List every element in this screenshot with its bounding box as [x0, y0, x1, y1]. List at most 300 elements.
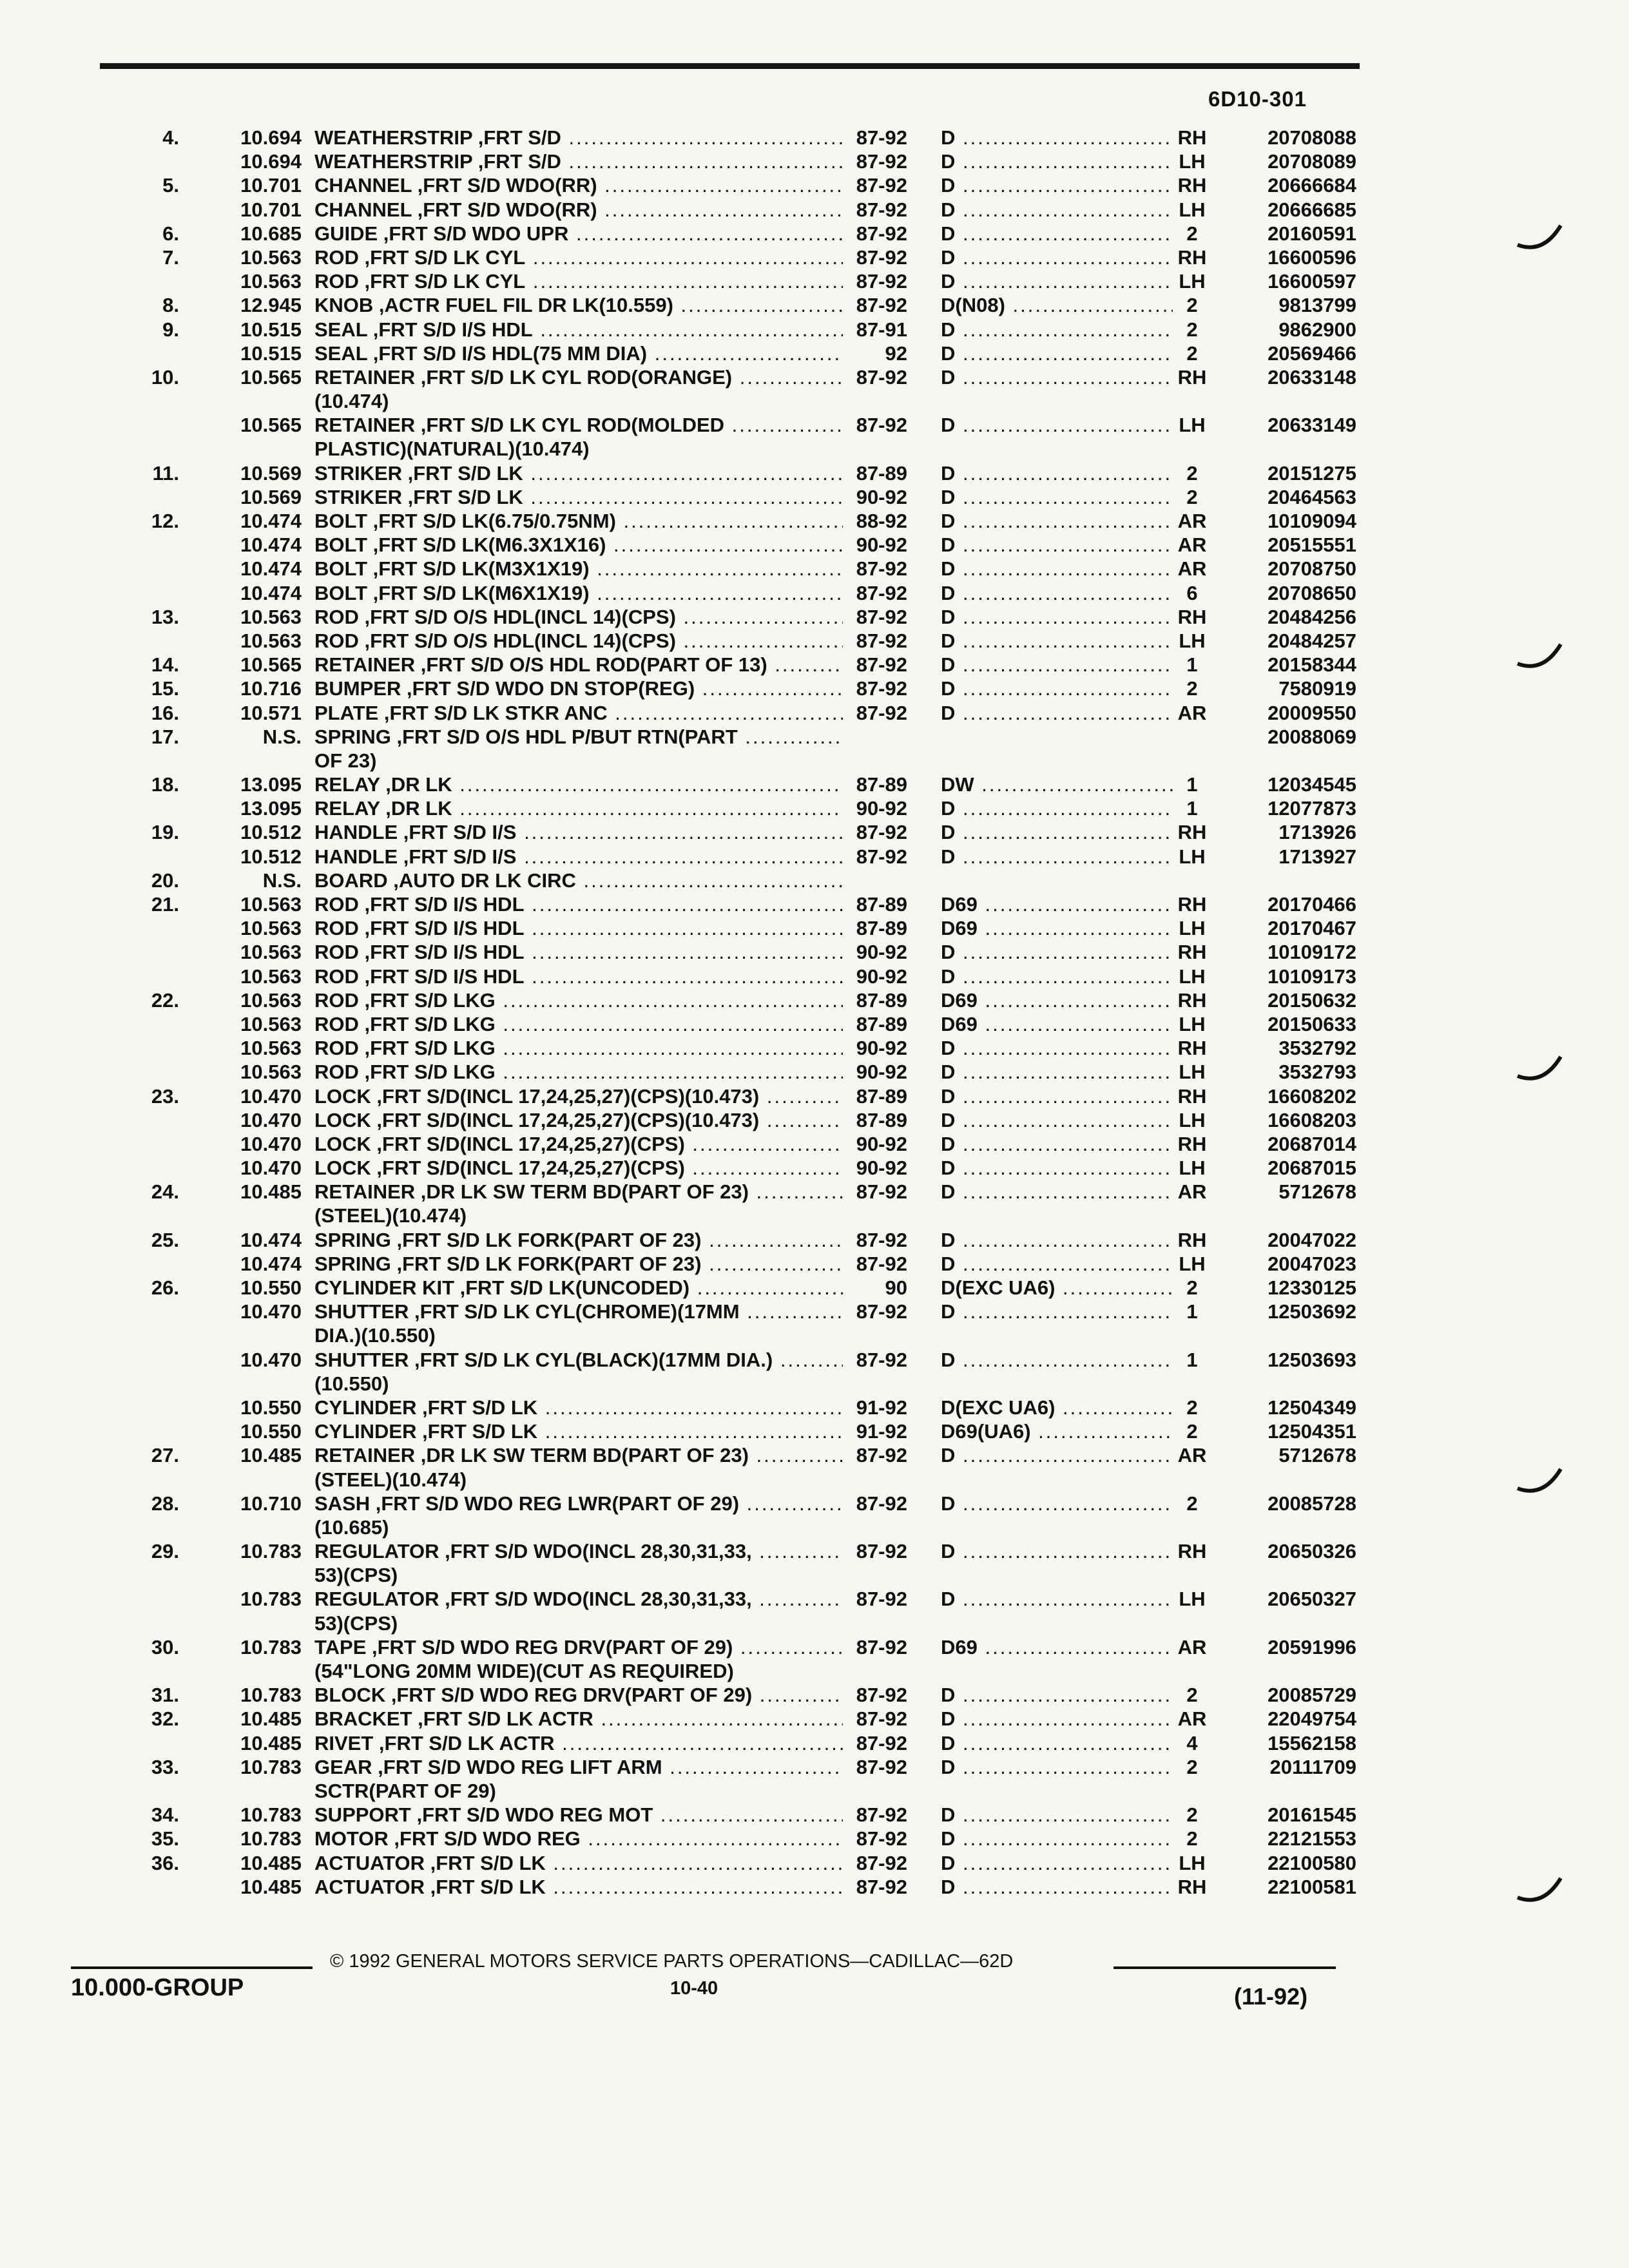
- part-number: 20650327: [1268, 1588, 1356, 1611]
- description: SCTR(PART OF 29): [314, 1779, 496, 1802]
- years: 90-92: [856, 533, 907, 557]
- description: HANDLE ,FRT S/D I/S .....: [314, 845, 843, 869]
- body-code: D69 .....: [941, 1012, 1173, 1036]
- years: 87-92: [856, 1300, 907, 1323]
- part-number: 20569466: [1268, 341, 1356, 365]
- table-row: [0, 1875, 1629, 1899]
- quantity: AR: [1177, 533, 1207, 557]
- table-row: [0, 1851, 1629, 1875]
- ref-number: 29.: [151, 1540, 179, 1563]
- ref-number: 21.: [151, 893, 179, 916]
- part-number: 16608202: [1268, 1084, 1356, 1108]
- quantity: RH: [1177, 988, 1207, 1012]
- quantity: RH: [1177, 1084, 1207, 1108]
- description: ROD ,FRT S/D LKG .....: [314, 988, 843, 1012]
- description: HANDLE ,FRT S/D I/S .....: [314, 820, 843, 844]
- part-number: 20666684: [1268, 174, 1356, 197]
- ref-number: 23.: [151, 1084, 179, 1108]
- part-number: 20484256: [1268, 605, 1356, 628]
- years: 90-92: [856, 1132, 907, 1155]
- years: 87-92: [856, 198, 907, 221]
- part-number: 16600596: [1268, 245, 1356, 269]
- part-number: 20009550: [1268, 701, 1356, 724]
- body-code: D69(UA6) .....: [941, 1419, 1173, 1443]
- description: LOCK ,FRT S/D(INCL 17,24,25,27)(CPS) .....: [314, 1132, 843, 1156]
- part-number: 16600597: [1268, 270, 1356, 293]
- quantity: 1: [1186, 797, 1198, 820]
- description: PLATE ,FRT S/D LK STKR ANC .....: [314, 701, 843, 725]
- description: CHANNEL ,FRT S/D WDO(RR) .....: [314, 198, 843, 222]
- group-number: 10.565: [240, 365, 302, 389]
- quantity: LH: [1179, 270, 1206, 293]
- body-code: D .....: [941, 1036, 1173, 1060]
- quantity: RH: [1177, 1037, 1207, 1060]
- table-row: [0, 509, 1629, 533]
- years: 87-92: [856, 1827, 907, 1850]
- description: ROD ,FRT S/D LKG .....: [314, 1036, 843, 1060]
- table-row: [0, 318, 1629, 341]
- table-row: [0, 1563, 1629, 1587]
- years: 90-92: [856, 1037, 907, 1060]
- years: 87-89: [856, 773, 907, 796]
- years: 87-89: [856, 461, 907, 485]
- description: BOARD ,AUTO DR LK CIRC .....: [314, 869, 843, 892]
- years: 90: [885, 1276, 907, 1299]
- part-number: 20161545: [1268, 1803, 1356, 1827]
- part-number: 20170467: [1268, 917, 1356, 940]
- years: 87-92: [856, 1252, 907, 1275]
- group-number: 10.485: [240, 1180, 302, 1204]
- part-number: 12504349: [1268, 1396, 1356, 1419]
- description: OF 23): [314, 749, 377, 772]
- table-row: [0, 1515, 1629, 1539]
- table-row: [0, 725, 1629, 749]
- group-number: 10.783: [240, 1540, 302, 1563]
- quantity: 1: [1186, 773, 1198, 796]
- ref-number: 14.: [151, 653, 179, 677]
- quantity: 2: [1186, 1492, 1198, 1515]
- description: ACTUATOR ,FRT S/D LK .....: [314, 1875, 843, 1899]
- part-number: 10109094: [1268, 510, 1356, 532]
- body-code: D .....: [941, 677, 1173, 700]
- body-code: D .....: [941, 796, 1173, 820]
- group-number: 10.563: [240, 965, 302, 988]
- table-row: [0, 437, 1629, 461]
- table-row: [0, 198, 1629, 222]
- footer-rule-right: [1113, 1966, 1336, 1969]
- ref-number: 32.: [151, 1707, 179, 1731]
- table-row: [0, 1827, 1629, 1850]
- part-number: 20708650: [1268, 581, 1356, 604]
- part-number: 22049754: [1268, 1707, 1356, 1731]
- table-row: [0, 1276, 1629, 1300]
- table-row: [0, 1300, 1629, 1323]
- group-number: 10.694: [240, 150, 302, 173]
- table-row: [0, 1731, 1629, 1755]
- part-number: 12077873: [1268, 797, 1356, 820]
- table-row: [0, 365, 1629, 389]
- part-number: 7580919: [1278, 677, 1356, 700]
- description: ROD ,FRT S/D I/S HDL .....: [314, 965, 843, 988]
- description: ROD ,FRT S/D LKG .....: [314, 1012, 843, 1036]
- group-number: 10.474: [240, 533, 302, 557]
- quantity: AR: [1177, 1635, 1207, 1658]
- table-row: [0, 1707, 1629, 1731]
- description: CYLINDER ,FRT S/D LK .....: [314, 1396, 843, 1419]
- group-number: 10.694: [240, 126, 302, 149]
- years: 87-92: [856, 653, 907, 677]
- body-code: D .....: [941, 653, 1173, 677]
- quantity: RH: [1177, 1132, 1207, 1155]
- quantity: 2: [1186, 1803, 1198, 1827]
- table-row: [0, 533, 1629, 557]
- group-number: N.S.: [262, 725, 302, 748]
- years: 87-92: [856, 270, 907, 293]
- body-code: D .....: [941, 965, 1173, 988]
- ref-number: 12.: [151, 510, 179, 532]
- table-row: [0, 1468, 1629, 1492]
- ref-number: 36.: [151, 1851, 179, 1874]
- revision-date: (11-92): [1234, 1983, 1308, 2010]
- group-number: 10.485: [240, 1731, 302, 1754]
- part-number: 20687015: [1268, 1157, 1356, 1180]
- body-code: D .....: [941, 173, 1173, 197]
- quantity: LH: [1179, 845, 1206, 868]
- group-number: 10.470: [240, 1157, 302, 1180]
- table-row: [0, 749, 1629, 773]
- body-code: D69 .....: [941, 988, 1173, 1012]
- group-number: 10.716: [240, 677, 302, 700]
- group-number: 10.485: [240, 1444, 302, 1467]
- ref-number: 19.: [151, 821, 179, 844]
- years: 90-92: [856, 965, 907, 988]
- description: PLASTIC)(NATURAL)(10.474): [314, 437, 590, 461]
- group-number: 10.783: [240, 1827, 302, 1850]
- body-code: D .....: [941, 1492, 1173, 1515]
- body-code: D .....: [941, 341, 1173, 365]
- table-row: [0, 222, 1629, 245]
- description: ROD ,FRT S/D O/S HDL(INCL 14)(CPS) .....: [314, 629, 843, 653]
- description: RETAINER ,FRT S/D O/S HDL ROD(PART OF 13) .....: [314, 653, 843, 677]
- quantity: LH: [1179, 1012, 1206, 1035]
- quantity: RH: [1177, 1228, 1207, 1251]
- quantity: 2: [1186, 461, 1198, 485]
- group-number: 10.701: [240, 198, 302, 221]
- quantity: 2: [1186, 318, 1198, 341]
- years: 87-92: [856, 1444, 907, 1467]
- body-code: D .....: [941, 222, 1173, 245]
- group-number: 10.550: [240, 1420, 302, 1443]
- years: 87-92: [856, 1851, 907, 1874]
- table-row: [0, 1492, 1629, 1515]
- quantity: AR: [1177, 1707, 1207, 1731]
- ref-number: 10.: [151, 365, 179, 389]
- body-code: D .....: [941, 1587, 1173, 1611]
- body-code: D .....: [941, 701, 1173, 725]
- years: 87-92: [856, 629, 907, 652]
- group-number: 10.563: [240, 605, 302, 628]
- body-code: D .....: [941, 461, 1173, 485]
- quantity: 4: [1186, 1731, 1198, 1754]
- quantity: LH: [1179, 629, 1206, 652]
- description: RIVET ,FRT S/D LK ACTR .....: [314, 1731, 843, 1755]
- quantity: LH: [1179, 1157, 1206, 1180]
- description: KNOB ,ACTR FUEL FIL DR LK(10.559) .....: [314, 293, 843, 317]
- part-number: 5712678: [1278, 1444, 1356, 1467]
- part-number: 10109172: [1268, 941, 1356, 964]
- part-number: 22100581: [1268, 1875, 1356, 1898]
- quantity: AR: [1177, 701, 1207, 724]
- description: (STEEL)(10.474): [314, 1468, 467, 1491]
- part-number: 1713927: [1278, 845, 1356, 868]
- years: 87-92: [856, 294, 907, 317]
- description: BLOCK ,FRT S/D WDO REG DRV(PART OF 29) .....: [314, 1683, 843, 1707]
- ref-number: 15.: [151, 677, 179, 700]
- quantity: AR: [1177, 1180, 1207, 1204]
- ref-number: 7.: [162, 245, 179, 269]
- years: 87-92: [856, 414, 907, 437]
- description: LOCK ,FRT S/D(INCL 17,24,25,27)(CPS) .....: [314, 1156, 843, 1180]
- group-number: 10.783: [240, 1684, 302, 1707]
- years: 87-89: [856, 893, 907, 916]
- body-code: DW .....: [941, 773, 1173, 796]
- body-code: D .....: [941, 1060, 1173, 1084]
- group-number: 13.095: [240, 773, 302, 796]
- quantity: RH: [1177, 605, 1207, 628]
- table-row: [0, 173, 1629, 197]
- table-row: [0, 629, 1629, 653]
- table-row: [0, 1635, 1629, 1659]
- group-number: 10.569: [240, 485, 302, 508]
- table-row: [0, 1587, 1629, 1611]
- description: GUIDE ,FRT S/D WDO UPR .....: [314, 222, 843, 245]
- quantity: RH: [1177, 821, 1207, 844]
- years: 91-92: [856, 1420, 907, 1443]
- description: CHANNEL ,FRT S/D WDO(RR) .....: [314, 173, 843, 197]
- body-code: D(N08) .....: [941, 293, 1173, 317]
- body-code: D .....: [941, 1228, 1173, 1252]
- quantity: LH: [1179, 1588, 1206, 1611]
- ref-number: 18.: [151, 773, 179, 796]
- quantity: LH: [1179, 1851, 1206, 1874]
- table-row: [0, 1108, 1629, 1132]
- body-code: D .....: [941, 1875, 1173, 1899]
- body-code: D .....: [941, 1539, 1173, 1563]
- body-code: D .....: [941, 1348, 1173, 1372]
- body-code: D .....: [941, 1300, 1173, 1323]
- group-number: 10.485: [240, 1875, 302, 1898]
- ref-number: 27.: [151, 1444, 179, 1467]
- years: 90-92: [856, 1061, 907, 1084]
- ref-number: 4.: [162, 126, 179, 149]
- ref-number: 26.: [151, 1276, 179, 1299]
- table-row: [0, 988, 1629, 1012]
- group-number: 10.474: [240, 581, 302, 604]
- body-code: D .....: [941, 198, 1173, 222]
- ref-number: 31.: [151, 1684, 179, 1707]
- part-number: 20047023: [1268, 1252, 1356, 1275]
- ref-number: 13.: [151, 605, 179, 628]
- ref-number: 25.: [151, 1228, 179, 1251]
- group-number: 10.470: [240, 1108, 302, 1131]
- part-number: 1713926: [1278, 821, 1356, 844]
- quantity: RH: [1177, 126, 1207, 149]
- group-number: 10.563: [240, 245, 302, 269]
- group-number: 10.550: [240, 1396, 302, 1419]
- table-row: [0, 1372, 1629, 1396]
- table-row: [0, 1204, 1629, 1227]
- table-row: [0, 965, 1629, 988]
- group-number: 10.563: [240, 629, 302, 652]
- group-number: 10.563: [240, 893, 302, 916]
- part-number: 12503693: [1268, 1348, 1356, 1371]
- description: LOCK ,FRT S/D(INCL 17,24,25,27)(CPS)(10.473) .....: [314, 1084, 843, 1108]
- description: TAPE ,FRT S/D WDO REG DRV(PART OF 29) .....: [314, 1635, 843, 1659]
- quantity: RH: [1177, 174, 1207, 197]
- table-row: [0, 701, 1629, 725]
- page-number: 10-40: [670, 1978, 718, 1999]
- description: ROD ,FRT S/D I/S HDL .....: [314, 916, 843, 940]
- group-number: 10.474: [240, 510, 302, 532]
- table-row: [0, 1036, 1629, 1060]
- table-row: [0, 1539, 1629, 1563]
- description: MOTOR ,FRT S/D WDO REG .....: [314, 1827, 843, 1850]
- part-number: 20708088: [1268, 126, 1356, 149]
- years: 87-92: [856, 1492, 907, 1515]
- part-number: 9862900: [1278, 318, 1356, 341]
- description: DIA.)(10.550): [314, 1324, 436, 1347]
- years: 87-92: [856, 557, 907, 581]
- group-number: 10.783: [240, 1635, 302, 1658]
- table-row: [0, 341, 1629, 365]
- group-number: 10.710: [240, 1492, 302, 1515]
- ref-number: 20.: [151, 869, 179, 892]
- description: CYLINDER ,FRT S/D LK .....: [314, 1419, 843, 1443]
- description: (54"LONG 20MM WIDE)(CUT AS REQUIRED): [314, 1660, 734, 1682]
- table-row: [0, 869, 1629, 892]
- table-row: [0, 413, 1629, 437]
- group-number: 10.550: [240, 1276, 302, 1299]
- part-number: 20464563: [1268, 485, 1356, 508]
- part-number: 20591996: [1268, 1635, 1356, 1658]
- part-number: 20151275: [1268, 461, 1356, 485]
- quantity: AR: [1177, 557, 1207, 581]
- description: LOCK ,FRT S/D(INCL 17,24,25,27)(CPS)(10.473) .....: [314, 1108, 843, 1132]
- group-number: 10.470: [240, 1132, 302, 1155]
- group-number: 10.783: [240, 1803, 302, 1827]
- table-row: [0, 1180, 1629, 1204]
- ref-number: 22.: [151, 988, 179, 1012]
- part-number: 20633148: [1268, 365, 1356, 389]
- description: SASH ,FRT S/D WDO REG LWR(PART OF 29) .....: [314, 1492, 843, 1515]
- group-number: 13.095: [240, 797, 302, 820]
- group-number: 10.470: [240, 1348, 302, 1371]
- description: SPRING ,FRT S/D LK FORK(PART OF 23) .....: [314, 1228, 843, 1252]
- ref-number: 34.: [151, 1803, 179, 1827]
- part-number: 9813799: [1278, 294, 1356, 317]
- ref-number: 30.: [151, 1635, 179, 1658]
- table-row: [0, 1396, 1629, 1419]
- quantity: 2: [1186, 1827, 1198, 1850]
- ref-number: 17.: [151, 725, 179, 748]
- group-number: 10.563: [240, 917, 302, 940]
- top-rule: [100, 63, 1360, 69]
- description: ROD ,FRT S/D O/S HDL(INCL 14)(CPS) .....: [314, 605, 843, 629]
- ref-number: 24.: [151, 1180, 179, 1204]
- group-number: 10.474: [240, 557, 302, 581]
- body-code: D .....: [941, 318, 1173, 341]
- years: 90-92: [856, 485, 907, 508]
- table-row: [0, 677, 1629, 700]
- description: ROD ,FRT S/D LK CYL .....: [314, 269, 843, 293]
- part-number: 20150633: [1268, 1012, 1356, 1035]
- years: 88-92: [856, 510, 907, 532]
- table-row: [0, 557, 1629, 581]
- table-row: [0, 1084, 1629, 1108]
- part-number: 20150632: [1268, 988, 1356, 1012]
- years: 87-92: [856, 821, 907, 844]
- quantity: LH: [1179, 965, 1206, 988]
- table-row: [0, 773, 1629, 796]
- quantity: 1: [1186, 1348, 1198, 1371]
- ref-number: 5.: [162, 174, 179, 197]
- body-code: D .....: [941, 581, 1173, 605]
- part-number: 22100580: [1268, 1851, 1356, 1874]
- body-code: D .....: [941, 413, 1173, 437]
- description: ROD ,FRT S/D LK CYL .....: [314, 245, 843, 269]
- body-code: D .....: [941, 1108, 1173, 1132]
- years: 87-92: [856, 701, 907, 724]
- description: RETAINER ,DR LK SW TERM BD(PART OF 23) .....: [314, 1443, 843, 1467]
- body-code: D .....: [941, 557, 1173, 581]
- page-code: 6D10-301: [1208, 87, 1307, 111]
- ref-number: 8.: [162, 294, 179, 317]
- quantity: LH: [1179, 1061, 1206, 1084]
- body-code: D .....: [941, 940, 1173, 964]
- quantity: 2: [1186, 1420, 1198, 1443]
- quantity: 2: [1186, 222, 1198, 245]
- part-number: 20633149: [1268, 414, 1356, 437]
- table-row: [0, 1779, 1629, 1803]
- part-number: 12503692: [1268, 1300, 1356, 1323]
- table-row: [0, 605, 1629, 629]
- group-number: 10.563: [240, 1037, 302, 1060]
- body-code: D .....: [941, 509, 1173, 533]
- description: REGULATOR ,FRT S/D WDO(INCL 28,30,31,33, .....: [314, 1587, 843, 1611]
- years: 91-92: [856, 1396, 907, 1419]
- table-row: [0, 1611, 1629, 1635]
- years: 87-89: [856, 917, 907, 940]
- body-code: D .....: [941, 629, 1173, 653]
- years: 87-92: [856, 1731, 907, 1754]
- years: 87-92: [856, 1684, 907, 1707]
- table-row: [0, 916, 1629, 940]
- ref-number: 35.: [151, 1827, 179, 1850]
- quantity: RH: [1177, 365, 1207, 389]
- description: 53)(CPS): [314, 1611, 398, 1635]
- table-row: [0, 892, 1629, 916]
- group-number: 10.512: [240, 845, 302, 868]
- years: 87-92: [856, 1228, 907, 1251]
- part-number: 12034545: [1268, 773, 1356, 796]
- quantity: LH: [1179, 414, 1206, 437]
- part-number: 20666685: [1268, 198, 1356, 221]
- years: 87-89: [856, 1108, 907, 1131]
- description: WEATHERSTRIP ,FRT S/D .....: [314, 149, 843, 173]
- table-row: [0, 1683, 1629, 1707]
- group-number: 10.563: [240, 988, 302, 1012]
- group-number: 10.569: [240, 461, 302, 485]
